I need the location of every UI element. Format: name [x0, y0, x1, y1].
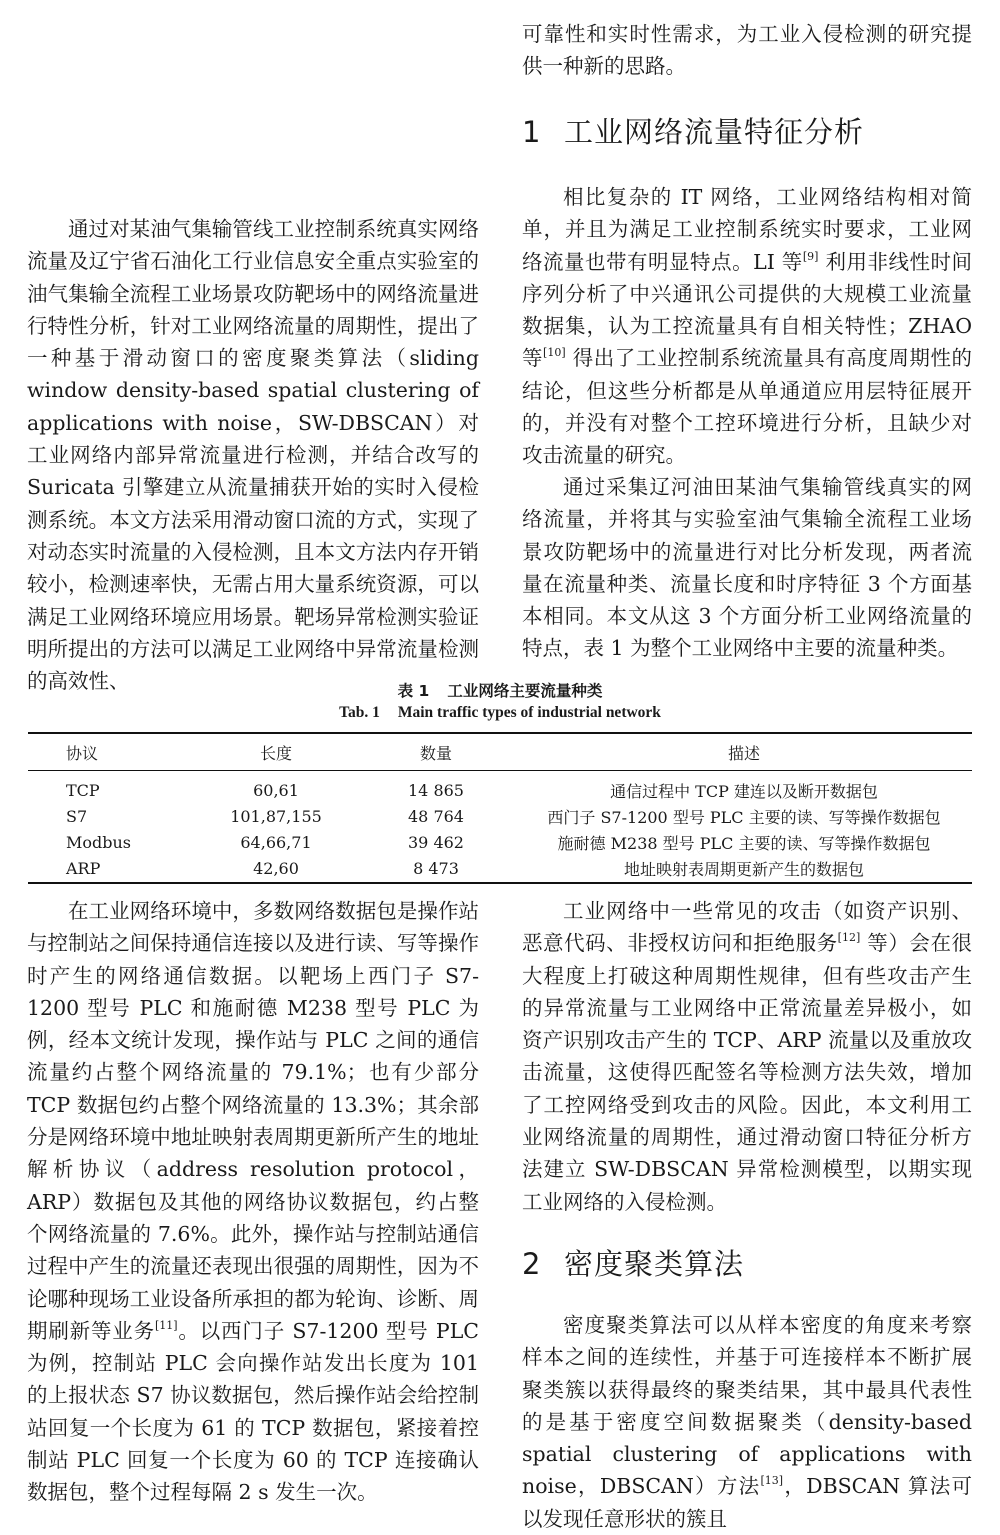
cell-protocol: TCP — [66, 780, 100, 800]
cell-length: 101,87,155 — [230, 806, 322, 826]
section-1-heading — [522, 110, 864, 151]
cell-description: 施耐德 M238 型号 PLC 主要的读、写等操作数据包 — [557, 833, 931, 853]
section-1-paragraph-2: 通过采集辽河油田某油气集输管线真实的网络流量，并将其与实验室油气集输全流程工业场景攻防靶场中的流量进行对比分析发现，两者流量在流量种类、流量长度和时序特征 3 个方面基本相同。本文从这 3 个方面分析工业网络流量的特点，表 1 为整个工业网络中主要的流量种类。 — [522, 475, 972, 661]
table-row — [28, 855, 972, 883]
body-right-text-a: 工业网络中一些常见的攻击（如资产识别、恶意代码、非授权访问和拒绝服务 — [522, 899, 972, 956]
body-left-text-b: 。以西门子 S7-1200 型号 PLC 为例，控制站 PLC 会向操作站发出长度为 101 的上报状态 S7 协议数据包，然后操作站会给控制站回复一个长度为 61 的 TCP 数据包，紧接着控制站 PLC 回复一个长度为 60 的 TCP 连接确认数据包，整个过程每隔 2 s 发生一次。 — [27, 1318, 479, 1505]
citation-11: [11] — [154, 1318, 178, 1332]
section-2-heading — [522, 1242, 744, 1283]
cell-count: 14 865 — [408, 780, 464, 800]
section-2-number: 2 — [522, 1247, 542, 1281]
table-title-cn: 工业网络主要流量种类 — [447, 682, 603, 700]
table-caption-cn — [0, 679, 1000, 701]
table-row — [28, 803, 972, 829]
table-label-en: Tab. 1 — [339, 704, 380, 721]
citation-12: [12] — [837, 931, 861, 945]
citation-13: [13] — [760, 1474, 784, 1488]
cell-count: 48 764 — [408, 806, 464, 826]
cell-protocol: S7 — [66, 806, 88, 826]
section-2-paragraph-1 — [522, 1309, 972, 1535]
s1p1-text-a: 相比复杂的 IT 网络，工业网络结构相对简单，并且为满足工业控制系统实时要求，工业网络流量也带有明显特点。LI 等 — [522, 185, 972, 274]
cell-count: 8 473 — [413, 859, 459, 878]
s1p1-text-c: 得出了工业控制系统流量具有高度周期性的结论，但这些分析都是从单通道应用层特征展开的，并没有对整个工控环境进行分析，且缺少对攻击流量的研究。 — [522, 346, 973, 468]
table-label-cn: 表 1 — [397, 682, 430, 700]
intro-paragraph-right: 可靠性和实时性需求，为工业入侵检测的研究提供一种新的思路。 — [522, 22, 972, 79]
header-count: 数量 — [419, 743, 452, 763]
table-row — [28, 829, 972, 855]
cell-description: 西门子 S7-1200 型号 PLC 主要的读、写等操作数据包 — [547, 807, 941, 827]
body-paragraph-right — [522, 895, 972, 1218]
table-title-en: Main traffic types of industrial network — [397, 704, 661, 721]
table-row — [28, 771, 972, 804]
header-protocol: 协议 — [66, 743, 99, 763]
cell-protocol: Modbus — [66, 832, 132, 852]
body-right-text-b: 等）会在很大程度上打破这种周期性规律，但有些攻击产生的异常流量与工业网络中正常流量差异极小，如资产识别攻击产生的 TCP、ARP 流量以及重放攻击流量，这使得匹配签名等检测方法失效，增加了工控网络受到攻击的风险。因此，本文利用工业网络流量的周期性，通过滑动窗口特征分析方法建立 SW-DBSCAN 异常检测模型，以期实现工业网络的入侵检测。 — [522, 931, 972, 1214]
section-1-number: 1 — [522, 115, 542, 149]
s2p1-text-a: 密度聚类算法可以从样本密度的角度来考察样本之间的连续性，并基于可连接样本不断扩展聚类簇以获得最终的聚类结果，其中最具代表性的是基于密度空间数据聚类（density-based spatial clustering of applications with noise，DBSCAN）方法 — [522, 1313, 972, 1499]
traffic-types-table — [28, 732, 972, 884]
body-left-text-a: 在工业网络环境中，多数网络数据包是操作站与控制站之间保持通信连接以及进行读、写等操作时产生的网络通信数据。以靶场上西门子 S7-1200 型号 PLC 和施耐德 M238 型号 PLC 为例，经本文统计发现，操作站与 PLC 之间的通信流量约占整个网络流量的 79.1%；也有少部分 TCP 数据包约占整个网络流量的 13.3%；其余部分是网络环境中地址映射表周期更新所产生的地址解析协议（address resolution protocol，ARP）数据包及其他的网络协议数据包，约占整个网络流量的 7.6%。此外，操作站与控制站通信过程中产生的流量还表现出很强的周期性，因为不论哪种现场工业设备所承担的都为轮询、诊断、周期刷新等业务 — [27, 899, 479, 1343]
section-1-title: 工业网络流量特征分析 — [564, 115, 865, 149]
header-length: 长度 — [259, 743, 292, 763]
cell-count: 39 462 — [408, 832, 464, 852]
section-1-paragraph-1 — [522, 181, 972, 472]
body-paragraph-left — [27, 895, 479, 1509]
citation-9: [9] — [802, 249, 819, 263]
section-2-title: 密度聚类算法 — [564, 1247, 745, 1281]
intro-paragraph-left: 通过对某油气集输管线工业控制系统真实网络流量及辽宁省石油化工行业信息安全重点实验室的油气集输全流程工业场景攻防靶场中的网络流量进行特性分析，针对工业网络流量的周期性，提出了一种基于滑动窗口的密度聚类算法（sliding window density-based spatial clustering of applications with noise，SW-DBSCAN）对工业网络内部异常流量进行检测，并结合改写的 Suricata 引擎建立从流量捕获开始的实时入侵检测系统。本文方法采用滑动窗口流的方式，实现了对动态实时流量的入侵检测，且本文方法内存开销较小，检测速率快，无需占用大量系统资源，可以满足工业网络环境应用场景。靶场异常检测实验证明所提出的方法可以满足工业网络中异常流量检测的高效性、 — [27, 217, 479, 694]
s2p1-text-b: ，DBSCAN 算法可以发现任意形状的簇且 — [522, 1474, 972, 1531]
cell-protocol: ARP — [66, 859, 101, 878]
cell-length: 42,60 — [253, 859, 299, 878]
cell-description: 通信过程中 TCP 建连以及断开数据包 — [610, 781, 878, 801]
cell-length: 60,61 — [253, 780, 299, 800]
citation-10: [10] — [543, 346, 566, 360]
header-description: 描述 — [727, 743, 760, 763]
s1p1-text-b: 利用非线性时间序列分析了中兴通讯公司提供的大规模工业流量数据集，认为工控流量具有自相关特性；ZHAO 等 — [522, 249, 972, 371]
cell-length: 64,66,71 — [240, 832, 312, 852]
table-header-row — [28, 733, 972, 771]
table-caption-en — [0, 704, 1000, 722]
cell-description: 地址映射表周期更新产生的数据包 — [623, 860, 864, 879]
